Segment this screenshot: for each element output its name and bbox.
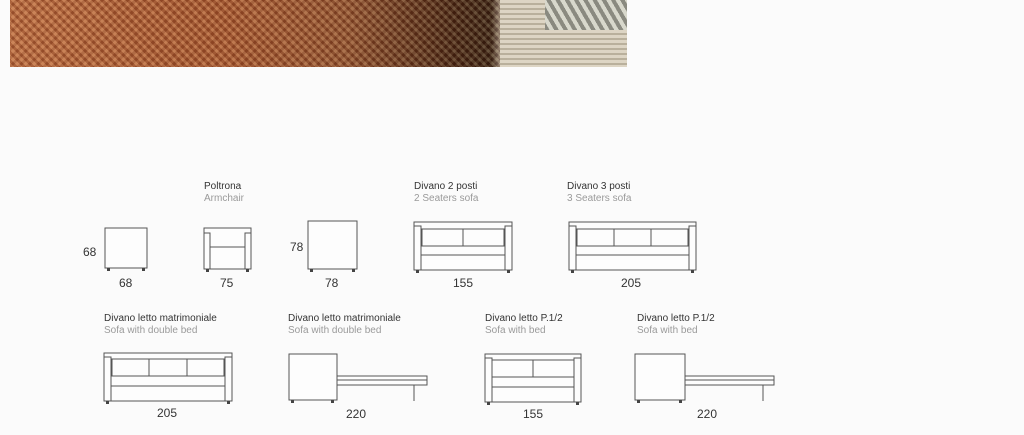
label-sofa-bed-half-2 bbox=[637, 313, 715, 337]
label-it: Divano letto P.1/2 bbox=[485, 313, 563, 324]
dim-bed-double-width: 205 bbox=[157, 406, 178, 420]
dim-cube-depth: 78 bbox=[290, 240, 304, 254]
dim-pouf-depth: 68 bbox=[83, 245, 97, 259]
dim-bed-half-width: 155 bbox=[523, 407, 544, 421]
label-sofa-bed-half-1 bbox=[485, 313, 563, 337]
label-sofa-bed-double-2 bbox=[288, 313, 401, 337]
label-it: Poltrona bbox=[204, 181, 242, 192]
dim-bed-double-length: 220 bbox=[346, 407, 367, 421]
dim-sofa-2-width: 155 bbox=[453, 276, 474, 290]
sofa-bed-double-side-drawing bbox=[289, 354, 427, 403]
label-it: Divano 2 posti bbox=[414, 181, 478, 192]
pouf-drawing bbox=[105, 228, 147, 271]
sofa-bed-half-side-drawing bbox=[635, 354, 774, 403]
dim-armchair-width: 75 bbox=[220, 276, 234, 290]
dim-cube-width: 78 bbox=[325, 276, 339, 290]
armchair-drawing bbox=[204, 228, 251, 272]
cube-drawing bbox=[308, 221, 357, 272]
label-en: Sofa with bed bbox=[485, 325, 546, 336]
label-sofa-bed-double-1 bbox=[104, 313, 217, 337]
label-sofa-3 bbox=[567, 181, 631, 205]
label-en: Sofa with bed bbox=[637, 325, 698, 336]
dim-sofa-3-width: 205 bbox=[621, 276, 642, 290]
sofa-3-seat-drawing bbox=[569, 222, 696, 273]
label-en: 2 Seaters sofa bbox=[414, 193, 479, 204]
sofa-bed-double-front-drawing bbox=[104, 353, 232, 404]
label-en: Sofa with double bed bbox=[288, 325, 382, 336]
label-en: 3 Seaters sofa bbox=[567, 193, 632, 204]
dim-pouf-width: 68 bbox=[119, 276, 133, 290]
label-it: Divano 3 posti bbox=[567, 181, 631, 192]
sofa-2-seat-drawing bbox=[414, 222, 512, 273]
label-it: Divano letto matrimoniale bbox=[104, 313, 217, 324]
label-sofa-2 bbox=[414, 181, 478, 205]
label-it: Divano letto P.1/2 bbox=[637, 313, 715, 324]
label-en: Armchair bbox=[204, 193, 245, 204]
label-it: Divano letto matrimoniale bbox=[288, 313, 401, 324]
sofa-bed-half-front-drawing bbox=[485, 354, 581, 405]
label-en: Sofa with double bed bbox=[104, 325, 198, 336]
dim-bed-half-length: 220 bbox=[697, 407, 718, 421]
label-armchair bbox=[204, 181, 244, 205]
